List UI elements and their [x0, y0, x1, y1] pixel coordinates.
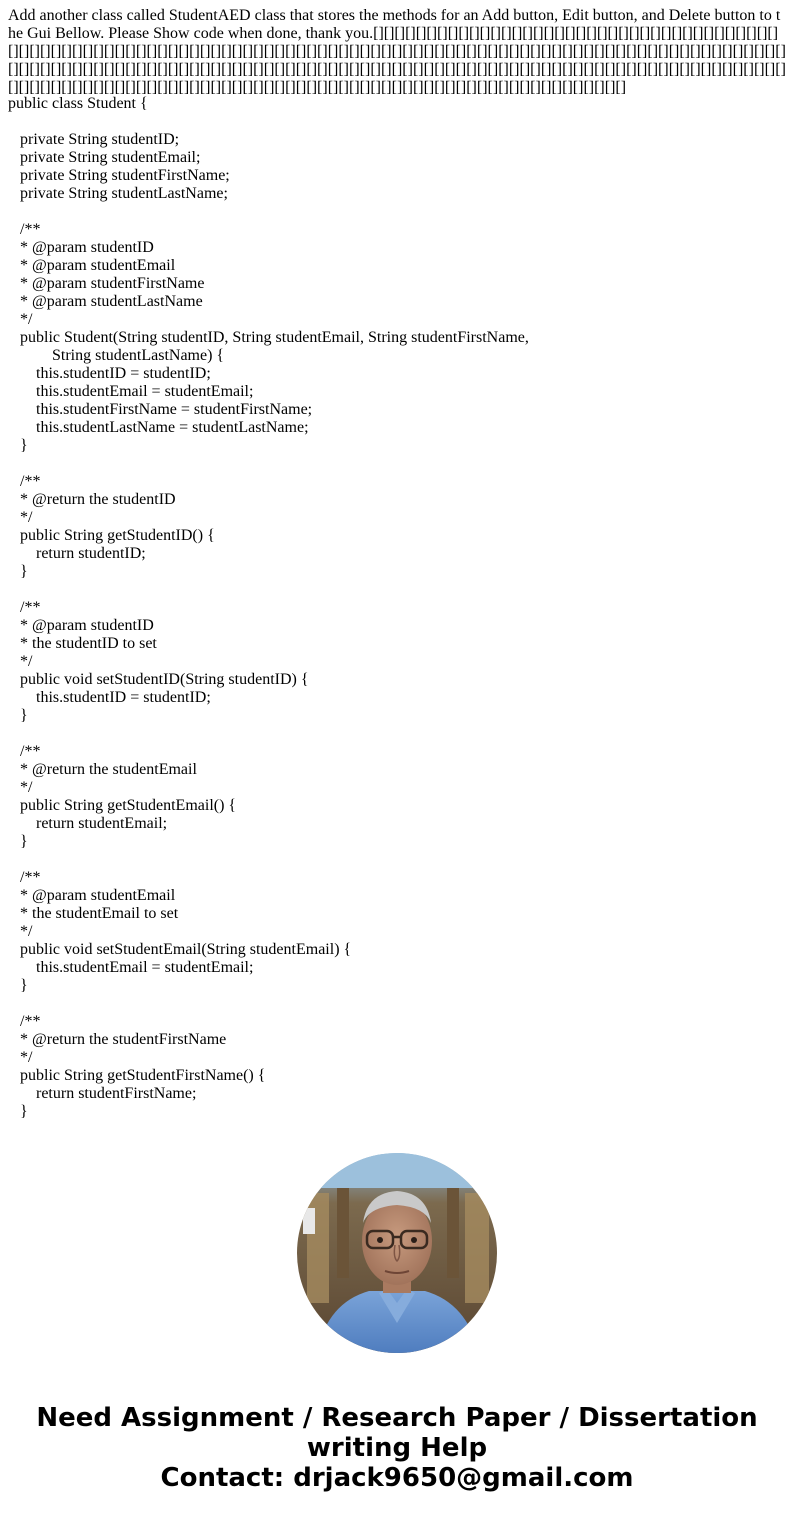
code-line: return studentEmail;: [8, 815, 168, 832]
code-line: * @return the studentEmail: [8, 761, 197, 778]
contact-banner: [0, 1403, 794, 1493]
code-line: private String studentFirstName;: [8, 167, 230, 184]
code-line: this.studentEmail = studentEmail;: [8, 959, 254, 976]
code-line: */: [8, 923, 33, 940]
code-line: public String getStudentID() {: [8, 527, 215, 544]
code-line: public String getStudentFirstName() {: [8, 1067, 266, 1084]
code-line: /**: [8, 1013, 41, 1030]
code-line: String studentLastName) {: [8, 347, 225, 364]
code-line: * @param studentID: [8, 617, 154, 634]
avatar-photo: [297, 1153, 497, 1353]
code-line: }: [8, 1103, 28, 1120]
code-line: private String studentEmail;: [8, 149, 201, 166]
question-text: Add another class called StudentAED class that stores the methods for an Add button, Edit button, and Delete button to the Gui Bellow. Please Show code when done, thank you.[][][][][][][][][][][][][][][][][][][][][][][][][][][][][][][][][][][][][][][][][][][][][][][][][][][][][][][][][][][][][][][][][][][][][][][][][][][][][][][][][][][][][][][][][][][][][][][][][][][][][][][][][][][][][][][][][][][][][][][][][][][][][][][][][][][][][][][][][][][][][][][][][][][][][][][][][][][][][][][][][][][][][][][][][][][][][][][][][][][][][][][][][][][][][][][][][][][][][][][][][][][][][][][][][][][][][][][][][][][][][][][][][][][][][][][][][][][][][][][][][][]: [8, 7, 786, 96]
code-line: }: [8, 977, 28, 994]
code-line: * @param studentLastName: [8, 293, 203, 310]
code-line: }: [8, 437, 28, 454]
code-line: [8, 455, 529, 473]
code-line: */: [8, 1049, 33, 1066]
code-line: private String studentLastName;: [8, 185, 228, 202]
code-line: [8, 995, 529, 1013]
code-line: this.studentFirstName = studentFirstName;: [8, 401, 313, 418]
code-line: return studentFirstName;: [8, 1085, 197, 1102]
code-line: [8, 113, 529, 131]
code-line: */: [8, 509, 33, 526]
code-line: * @param studentFirstName: [8, 275, 205, 292]
code-line: * @return the studentFirstName: [8, 1031, 227, 1048]
code-line: }: [8, 563, 28, 580]
code-block: [8, 95, 529, 1121]
avatar: [297, 1153, 497, 1353]
code-line: * @param studentEmail: [8, 257, 176, 274]
code-line: /**: [8, 221, 41, 238]
code-line: public void setStudentEmail(String studentEmail) {: [8, 941, 352, 958]
code-line: * the studentID to set: [8, 635, 157, 652]
code-line: this.studentID = studentID;: [8, 365, 211, 382]
code-line: public class Student {: [8, 95, 148, 112]
code-line: public String getStudentEmail() {: [8, 797, 237, 814]
code-line: [8, 851, 529, 869]
code-line: */: [8, 653, 33, 670]
code-line: /**: [8, 869, 41, 886]
code-line: /**: [8, 743, 41, 760]
code-line: * @param studentID: [8, 239, 154, 256]
contact-banner-line-3: Contact: drjack9650@gmail.com: [160, 1463, 634, 1493]
code-line: * the studentEmail to set: [8, 905, 179, 922]
code-line: private String studentID;: [8, 131, 180, 148]
code-line: /**: [8, 599, 41, 616]
code-line: [8, 725, 529, 743]
contact-banner-line-2: writing Help: [306, 1433, 488, 1463]
code-line: [8, 203, 529, 221]
code-line: * @param studentEmail: [8, 887, 176, 904]
code-line: */: [8, 779, 33, 796]
code-line: return studentID;: [8, 545, 146, 562]
code-line: /**: [8, 473, 41, 490]
code-line: }: [8, 707, 28, 724]
code-line: this.studentID = studentID;: [8, 689, 211, 706]
contact-banner-line-1: Need Assignment / Research Paper / Dissertation: [36, 1403, 758, 1433]
code-line: [8, 581, 529, 599]
code-line: */: [8, 311, 33, 328]
code-line: }: [8, 833, 28, 850]
code-line: * @return the studentID: [8, 491, 176, 508]
code-line: public void setStudentID(String studentID) {: [8, 671, 309, 688]
code-line: public Student(String studentID, String studentEmail, String studentFirstName,: [8, 329, 529, 346]
code-line: this.studentEmail = studentEmail;: [8, 383, 254, 400]
code-line: this.studentLastName = studentLastName;: [8, 419, 309, 436]
